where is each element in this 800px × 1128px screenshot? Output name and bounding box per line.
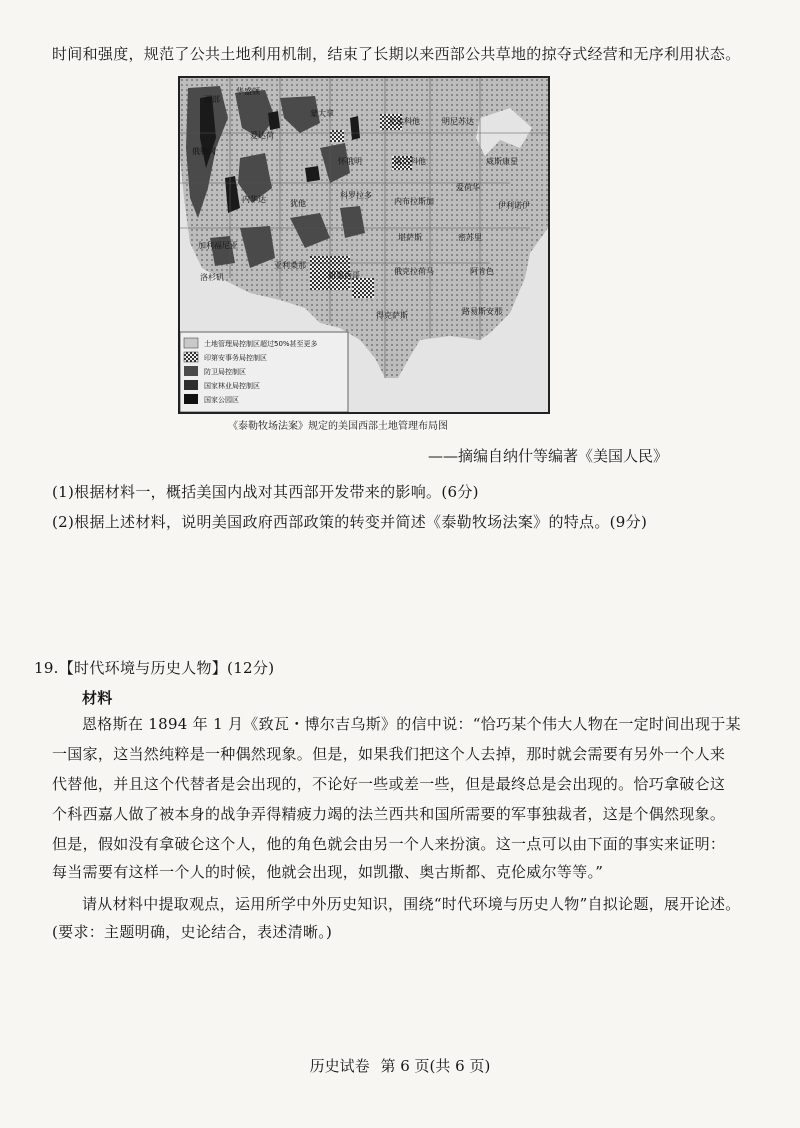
map-svg — [180, 78, 548, 412]
material-line: 个科西嘉人做了被本身的战争弄得精疲力竭的法兰西共和国所需要的军事独裁者，这是个偶然现象。 — [52, 805, 726, 823]
map-label: 犹他 — [290, 199, 306, 208]
material-line: 恩格斯在 1894 年 1 月《致瓦・博尔吉乌斯》的信中说：“恰巧某个伟大人物在一定时间出现于某 — [82, 715, 741, 733]
source-citation: ——摘编自纳什等编著《美国人民》 — [427, 447, 668, 465]
map-label: 堪萨斯 — [398, 233, 422, 242]
map-label: 伊利诺伊 — [498, 201, 530, 210]
map-label: 俄克拉荷马 — [394, 267, 434, 276]
map-label: 阿肯色 — [470, 267, 494, 276]
map-label: 科罗拉多 — [340, 191, 372, 200]
legend-label: 防卫局控制区 — [204, 368, 246, 376]
question-2: (2)根据上述材料，说明美国政府西部政策的转变并简述《泰勒牧场法案》的特点。(9分) — [52, 513, 648, 531]
map-label: 爱荷华 — [456, 183, 480, 192]
map-label: 加利福尼亚 — [198, 241, 238, 250]
map-label: 怀俄明 — [338, 157, 362, 166]
map-caption: 《泰勒牧场法案》规定的美国西部土地管理布局图 — [228, 421, 448, 432]
legend-label: 国家公园区 — [204, 396, 239, 404]
legend-label: 印第安事务局控制区 — [204, 354, 267, 362]
land-management-map — [178, 76, 550, 414]
map-label: 路易斯安那 — [462, 307, 502, 316]
page-footer — [0, 1056, 800, 1076]
map-label: 西部 — [204, 95, 220, 104]
legend-swatch — [184, 366, 198, 376]
map-label: 威斯康星 — [486, 157, 518, 166]
map-label: 蒙大拿 — [310, 109, 334, 118]
question-1: (1)根据材料一，概括美国内战对其西部开发带来的影响。(6分) — [52, 483, 479, 501]
map-label: 明尼苏达 — [442, 117, 474, 126]
map-label: 爱达荷 — [250, 131, 274, 140]
map-label: 北达科他 — [388, 117, 420, 126]
material-label: 材料 — [82, 689, 113, 707]
map-label: 南达科他 — [394, 157, 426, 166]
intro-line: 时间和强度，规范了公共土地利用机制，结束了长期以来西部公共草地的掠夺式经营和无序利用状态。 — [52, 45, 741, 63]
material-line: 代替他，并且这个代替者是会出现的，不论好一些或差一些，但是最终总是会出现的。恰巧拿破仑这 — [52, 775, 726, 793]
task-line: 请从材料中提取观点，运用所学中外历史知识，围绕“时代环境与历史人物”自拟论题，展开论述。 — [82, 895, 741, 913]
question-19-title: 19.【时代环境与历史人物】(12分) — [34, 659, 275, 677]
footer-subject: 历史试卷 — [309, 1057, 370, 1075]
map-label: 内华达 — [242, 195, 266, 204]
material-line: 一国家，这当然纯粹是一种偶然现象。但是，如果我们把这个人去掉，那时就会需要有另外一个人来 — [52, 745, 726, 763]
map-label: 内布拉斯加 — [394, 197, 434, 206]
map-label: 俄勒冈 — [192, 147, 216, 156]
map-label: 得克萨斯 — [376, 311, 408, 320]
footer-page: 第 6 页(共 6 页) — [380, 1057, 491, 1075]
map-label: 洛杉矶 — [200, 273, 224, 282]
legend-swatch — [184, 394, 198, 404]
legend-label: 国家林业局控制区 — [204, 382, 260, 390]
map-legend — [180, 332, 348, 412]
legend-swatch — [184, 352, 198, 362]
task-line: (要求：主题明确，史论结合，表述清晰。) — [52, 923, 333, 941]
material-line: 但是，假如没有拿破仑这个人，他的角色就会由另一个人来扮演。这一点可以由下面的事实来证明： — [52, 835, 726, 853]
legend-swatch — [184, 380, 198, 390]
map-label: 新墨西哥 — [328, 271, 360, 280]
material-line: 每当需要有这样一个人的时候，他就会出现，如凯撒、奥古斯都、克伦威尔等等。” — [52, 863, 604, 881]
map-label: 密苏里 — [458, 233, 482, 242]
legend-label: 土地管理局控制区超过50%甚至更多 — [204, 340, 318, 348]
legend-swatch — [184, 338, 198, 348]
map-label: 华盛顿 — [236, 87, 260, 96]
map-label: 亚利桑那 — [274, 261, 306, 270]
